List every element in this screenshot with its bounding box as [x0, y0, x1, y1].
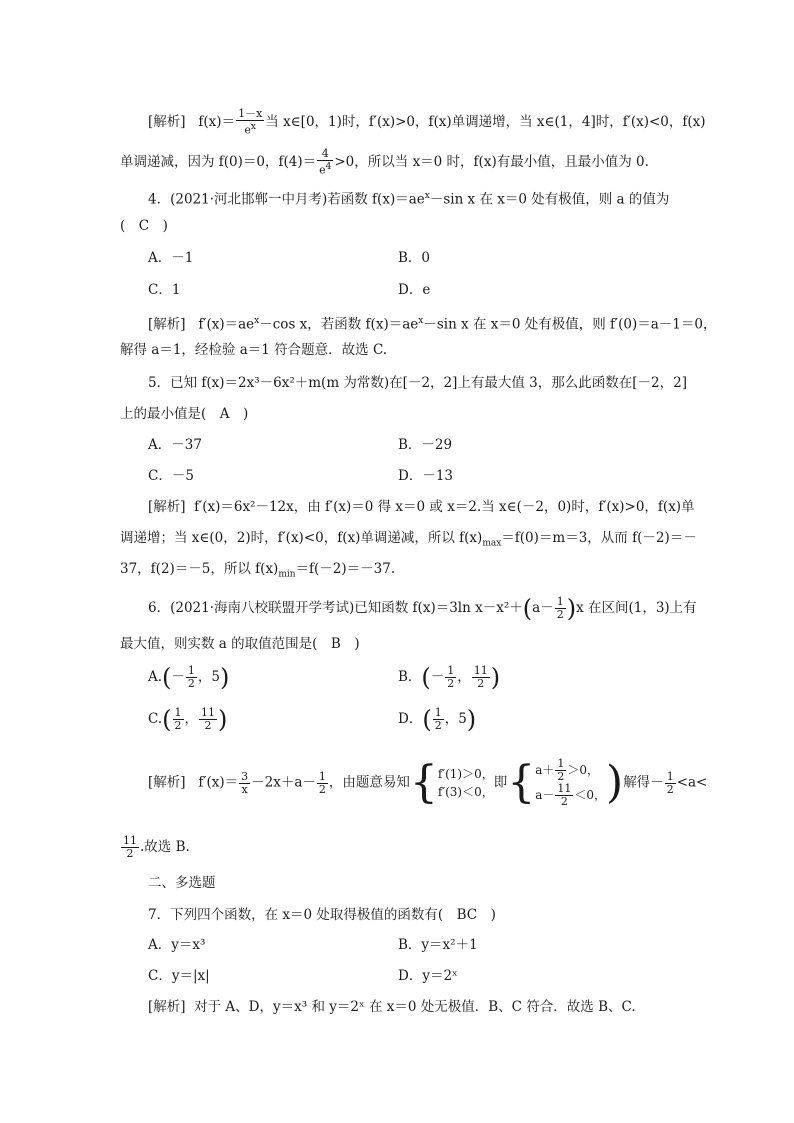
question-stem: 7．下列四个函数，在 x＝0 处取得极值的函数有( BC ) — [148, 907, 496, 923]
question-stem: 4．(2021·河北邯郸一中月考)若函数 $f(x)=ae^x-\sin$ x 在 x＝0 处有极值，则 a 的值为 — [148, 191, 670, 208]
option-a: A．y＝x³ — [148, 937, 206, 953]
fraction: $\frac{4}{e^4}$ — [319, 147, 332, 177]
question-stem: 6．(2021·海南八校联盟开学考试)已知函数 f(x)＝3ln x－x²＋(a－ $\frac{1}{2}$ )x 在区间(1，3)上有 — [148, 594, 697, 623]
option-b: B．y＝x²＋1 — [398, 937, 478, 953]
analysis-line: [解析] f(x)＝ $\frac{1-x}{e^x}$ 当 x∈[0，1)时，f′(x)>0，f(x)单调递增，当 x∈(1，4]时，f′(x)<0，f(x) — [148, 107, 706, 137]
option-b: B．－29 — [398, 437, 453, 453]
option-c: C．－5 — [148, 468, 194, 484]
fraction: $\frac{1-x}{e^x}$ — [238, 107, 263, 137]
section-heading: 二、多选题 — [148, 875, 216, 891]
inequality-system: a＋ $\frac{1}{2}$ ＞0， a－ $\frac{11}{2}$ ＜0， — [535, 757, 607, 808]
option-d: D．( $\frac{1}{2}$ ，5) — [398, 705, 477, 734]
option-c: C.( $\frac{1}{2}$ ， $\frac{11}{2}$ ) — [148, 705, 228, 734]
question-stem: 上的最小值是( A ) — [120, 406, 249, 422]
question-answer: ( C ) — [120, 218, 168, 234]
option-a: A．－1 — [148, 250, 194, 266]
analysis-tag: [解析] — [148, 316, 186, 333]
analysis-tag: [解析] — [148, 113, 186, 130]
option-c: C．y＝|x| — [148, 968, 210, 984]
option-d: D．e — [398, 282, 431, 298]
question-stem: 5．已知 f(x)＝2x³－6x²＋m(m 为常数)在[－2，2]上有最大值 3，那么此函数在[－2，2] — [148, 375, 687, 391]
option-d: D．－13 — [398, 468, 454, 484]
analysis-line: 调递增；当 x∈(0，2)时，f′(x)<0，f(x)单调递减，所以 $f(x)_{max}=f(0)=m=3$，从而 f(－2)＝－ — [120, 530, 697, 549]
option-a: A．－37 — [148, 437, 202, 453]
analysis-line: $\frac{11}{2}$ .故选 B. — [123, 834, 190, 860]
analysis-line: 解得 a＝1，经检验 a＝1 符合题意．故选 C. — [120, 342, 388, 358]
inequality-system: f′(1)＞0， f′(3)＜0， — [437, 767, 494, 799]
option-b: B．(－ $\frac{1}{2}$ ， $\frac{11}{2}$ ) — [398, 663, 501, 692]
analysis-line: [解析] 对于 A、D，y＝x³ 和 y＝2ˣ 在 x＝0 处无极值．B、C 符合．故选 B、C. — [148, 999, 636, 1015]
question-stem: 最大值，则实数 a 的取值范围是( B ) — [120, 636, 360, 652]
analysis-line: [解析] f′(x)＝ $\frac{3}{x}$ －2x＋a－ $\frac{1}{2}$ ，由题意易知{f′(1)＞0， f′(3)＜0，即{a＋ $\frac{1}{2}$ ＞0， a－ $\frac{11}{2}$ ＜0，)解得－ $\frac{1}{2}$ <a< — [148, 757, 708, 808]
analysis-tag: [解析] — [148, 774, 186, 791]
option-a: A.(－ $\frac{1}{2}$ ，5) — [148, 663, 230, 692]
option-d: D．y＝2ˣ — [398, 968, 458, 984]
option-c: C．1 — [148, 282, 181, 298]
analysis-line: 37，f(2)＝－5，所以 $f(x)_{min}=f(-2)=-37$. — [120, 561, 396, 580]
analysis-line: [解析] f′(x)＝6x²－12x，由 f′(x)＝0 得 x＝0 或 x＝2.当 x∈(－2，0)时，f′(x)>0，f(x)单 — [148, 499, 695, 515]
analysis-line: [解析] $f'(x)=ae^x-\cos$ x，若函数 $f(x)=ae^x-\sin$ x 在 x＝0 处有极值，则 f′(0)＝a－1＝0， — [148, 316, 717, 333]
analysis-tag: [解析] — [148, 499, 186, 515]
option-b: B．0 — [398, 250, 431, 266]
analysis-line: 单调递减，因为 f(0)＝0，f(4)＝ $\frac{4}{e^4}$ >0，所以当 x＝0 时，f(x)有最小值，且最小值为 0. — [120, 147, 649, 177]
analysis-tag: [解析] — [148, 999, 186, 1015]
